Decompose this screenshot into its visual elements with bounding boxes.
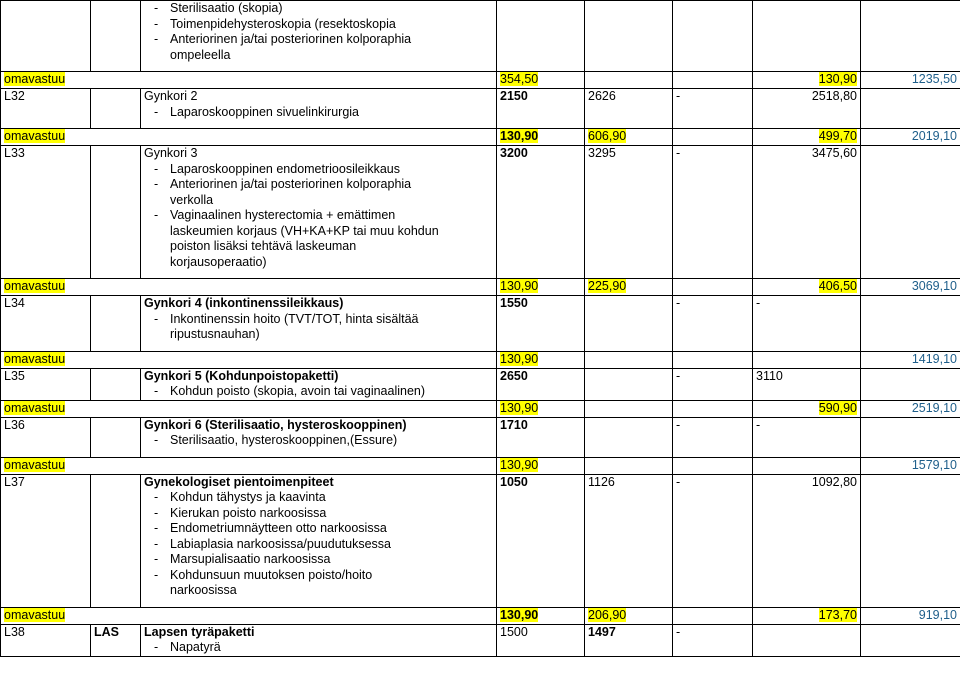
table-row: L36 Gynkori 6 (Sterilisaatio, hysteroskooppinen) - Sterilisaatio, hysteroskooppinen,(Essure) 1710 - - bbox=[1, 417, 960, 457]
table-row: L33 Gynkori 3 - Laparoskooppinen endometrioosileikkaus - Anteriorinen ja/tai posteriorinen kolporaphia verkolla - Vaginaalinen hysterectomia + emättimen laskeumien korjaus (VH+KA+KP tai muu kohdun poiston lisäksi tehtävä laskeuman korjausoperaatio) 3200 3295 - 3475,60 bbox=[1, 146, 960, 279]
row-title: Gynekologiset pientoimenpiteet bbox=[144, 474, 334, 489]
top-items-cell: - Sterilisaatio (skopia) - Toimenpidehysteroskopia (resektoskopia - Anteriorinen ja/tai posteriorinen kolporaphia ompeleella bbox=[141, 1, 497, 72]
list-item: - Marsupialisaatio narkoosissa bbox=[154, 552, 331, 566]
top-continuation-row bbox=[1, 1, 960, 72]
omavastuu-row: omavastuu 130,90 1419,10 bbox=[1, 351, 960, 368]
table-row: L37 Gynekologiset pientoimenpiteet - Kohdun tähystys ja kaavinta - Kierukan poisto narkoosissa - Endometriumnäytteen otto narkoosissa - Labiaplasia narkoosissa/puudutuksessa - Marsupialisaatio narkoosissa - Kohdunsuun muutoksen poisto/hoito narkoosissa 1050 1126 - 1092,80 bbox=[1, 474, 960, 607]
list-item: - Inkontinenssin hoito (TVT/TOT, hinta sisältää bbox=[154, 311, 419, 326]
list-item: - Anteriorinen ja/tai posteriorinen kolporaphia bbox=[154, 32, 412, 46]
list-item: - Laparoskooppinen sivuelinkirurgia bbox=[154, 104, 360, 119]
omavastuu-row: omavastuu 130,90 206,90 173,70 919,10 bbox=[1, 607, 960, 624]
omavastuu-row: omavastuu 130,90 590,90 2519,10 bbox=[1, 400, 960, 417]
list-item: - Toimenpidehysteroskopia (resektoskopia bbox=[154, 16, 396, 31]
row-title: Gynkori 5 (Kohdunpoistopaketti) bbox=[144, 368, 339, 383]
row-title: Gynkori 6 (Sterilisaatio, hysteroskooppinen) bbox=[144, 417, 407, 432]
list-item: - Kierukan poisto narkoosissa bbox=[154, 505, 327, 520]
row-title: Gynkori 3 bbox=[144, 146, 198, 160]
table-row: L32 Gynkori 2 - Laparoskooppinen sivuelinkirurgia 2150 2626 - 2518,80 bbox=[1, 89, 960, 129]
omavastuu-row: omavastuu 130,90 1579,10 bbox=[1, 457, 960, 474]
list-item: - Laparoskooppinen endometrioosileikkaus bbox=[154, 161, 401, 176]
list-item: - Kohdunsuun muutoksen poisto/hoito bbox=[154, 567, 373, 582]
omavastuu-row: omavastuu 130,90 225,90 406,50 3069,10 bbox=[1, 279, 960, 296]
table-row: L38 LAS Lapsen tyräpaketti - Napatyrä 1500 1497 - bbox=[1, 624, 960, 656]
omavastuu-row: omavastuu 130,90 606,90 499,70 2019,10 bbox=[1, 129, 960, 146]
list-item: - Anteriorinen ja/tai posteriorinen kolporaphia bbox=[154, 177, 412, 191]
list-item: - Napatyrä bbox=[154, 640, 221, 654]
omavastuu-row: omavastuu 354,50 130,90 1235,50 bbox=[1, 72, 960, 89]
list-item: - Sterilisaatio (skopia) bbox=[154, 1, 283, 15]
list-item: - Labiaplasia narkoosissa/puudutuksessa bbox=[154, 536, 391, 551]
table-row: L35 Gynkori 5 (Kohdunpoistopaketti) - Kohdun poisto (skopia, avoin tai vaginaalinen) 2650 - 3110 bbox=[1, 368, 960, 400]
list-item: - Vaginaalinen hysterectomia + emättimen bbox=[154, 208, 396, 222]
list-item: - Kohdun poisto (skopia, avoin tai vaginaalinen) bbox=[154, 384, 426, 398]
table-row: L34 Gynkori 4 (inkontinenssileikkaus) - Inkontinenssin hoito (TVT/TOT, hinta sisältää ripustusnauhan) 1550 - - bbox=[1, 296, 960, 352]
row-title: Gynkori 4 (inkontinenssileikkaus) bbox=[144, 296, 344, 310]
list-item: - Kohdun tähystys ja kaavinta bbox=[154, 490, 326, 504]
row-title: Lapsen tyräpaketti bbox=[144, 624, 255, 639]
list-item: - Sterilisaatio, hysteroskooppinen,(Essure) bbox=[154, 433, 398, 447]
list-item: - Endometriumnäytteen otto narkoosissa bbox=[154, 521, 387, 535]
row-title: Gynkori 2 bbox=[144, 89, 198, 103]
